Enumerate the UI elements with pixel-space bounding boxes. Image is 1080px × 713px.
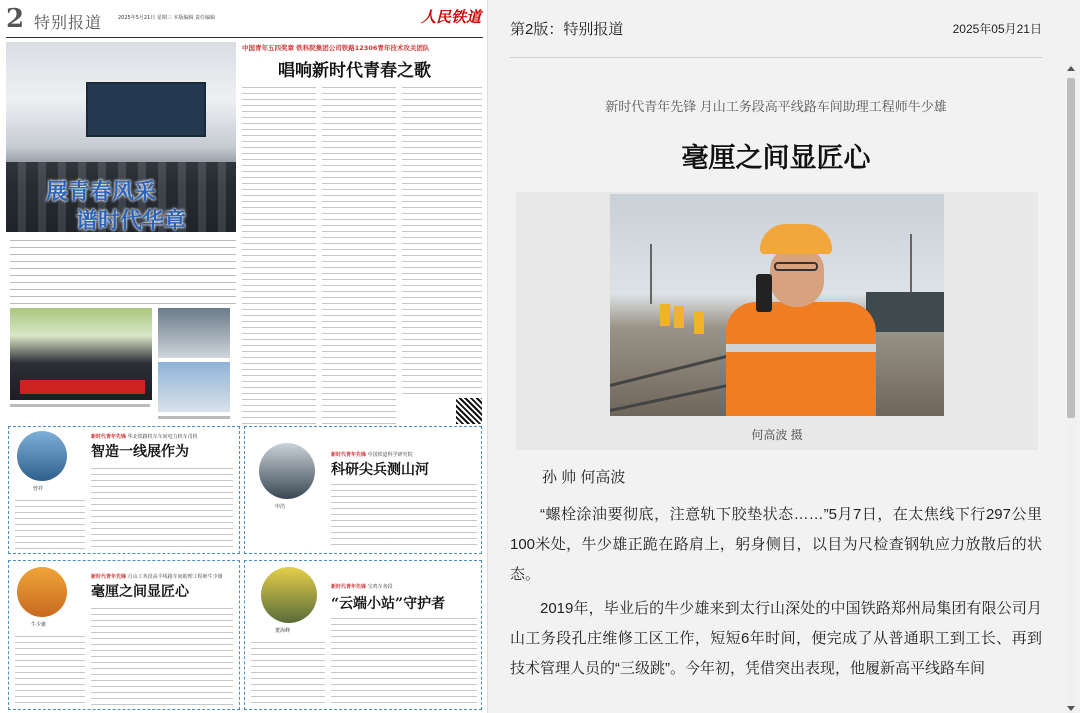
- newspaper-masthead: [6, 4, 483, 38]
- kicker-rest: 宝鸡车务段: [367, 584, 393, 590]
- article-viewer: [488, 0, 1080, 713]
- text-column: [402, 84, 482, 394]
- scroll-down-icon[interactable]: [1067, 706, 1075, 711]
- kicker-label: 新时代青年先锋: [91, 574, 127, 580]
- vertical-scrollbar[interactable]: [1066, 64, 1076, 713]
- main-feature-photo[interactable]: [6, 42, 236, 232]
- avatar: [17, 431, 67, 481]
- story-kicker: [331, 583, 393, 590]
- article-paragraph: “螺栓涂油要彻底，注意轨下胶垫状态……”5月7日，在太焦线下行297公里100米处，牛少雄正跪在路肩上，躬身侧目，以目为尺检查钢轨应力放散后的状态。: [510, 506, 1042, 583]
- newspaper-logo: 人民铁道: [420, 8, 481, 26]
- publish-date: 2025年05月21日: [952, 22, 1042, 36]
- intro-text-block: [10, 236, 236, 304]
- text-column: [91, 465, 233, 549]
- freight-train: [866, 292, 944, 332]
- worker-figure: [694, 312, 704, 334]
- person-name: 申浩: [275, 504, 286, 510]
- story-kicker: [91, 573, 223, 580]
- walkie-talkie: [756, 274, 772, 312]
- article-body: [510, 500, 1042, 688]
- article-paragraph: 2019年，毕业后的牛少雄来到太行山深处的中国铁路郑州局集团有限公司月山工务段孔庄维修工区工作，短短6年时间，便完成了从普通职工到工长、再到技术管理人员的“三级跳”。今年初，凭借突出表现，他履新高平线路车间: [510, 600, 1042, 677]
- text-column: [331, 615, 477, 705]
- photo-caption: [10, 404, 150, 407]
- avatar: [261, 567, 317, 623]
- photo-caption: [158, 416, 230, 419]
- text-column: [15, 497, 85, 549]
- reflective-stripe: [726, 344, 876, 352]
- photo-caption: 何高波 摄: [751, 428, 803, 442]
- red-banner: [20, 380, 145, 394]
- article-headline[interactable]: 唱响新时代青春之歌: [278, 61, 431, 81]
- scrollbar-thumb[interactable]: [1067, 78, 1075, 418]
- text-column: [242, 84, 316, 424]
- article-photo[interactable]: [610, 194, 944, 416]
- scroll-up-icon[interactable]: [1067, 66, 1075, 71]
- story-kicker: [331, 451, 413, 458]
- catenary-pole: [650, 244, 652, 304]
- text-column: [322, 84, 396, 424]
- story-title: 毫厘之间显匠心: [91, 584, 189, 600]
- story-title: 智造一线展作为: [91, 444, 189, 460]
- text-column: [331, 481, 477, 549]
- group-photo[interactable]: [10, 308, 152, 400]
- photo-headline-1: 展青春风采: [46, 179, 157, 205]
- story-box[interactable]: [244, 426, 482, 554]
- story-title: 科研尖兵测山河: [331, 462, 429, 478]
- qr-code: [456, 398, 482, 424]
- newspaper-page[interactable]: [0, 0, 488, 713]
- article-figure: [516, 192, 1038, 450]
- text-column: [15, 633, 85, 705]
- kicker-label: 新时代青年先锋: [91, 434, 127, 440]
- small-photo-2[interactable]: [158, 362, 230, 412]
- page-meta: 2025年5月21日 星期三 本版编辑 责任编辑: [118, 15, 216, 21]
- page-number: 2: [6, 4, 25, 34]
- small-photo-1[interactable]: [158, 308, 230, 358]
- control-screen: [86, 82, 206, 137]
- glasses: [774, 262, 818, 271]
- page-section: 特别报道: [34, 13, 103, 32]
- worker-figure: [674, 306, 684, 328]
- viewer-header: [510, 18, 1042, 58]
- worker-face: [770, 249, 824, 307]
- photo-headline-2: 谱时代华章: [76, 208, 187, 232]
- kicker-rest: 华北铁路机车车间电力机车司机: [127, 434, 198, 440]
- story-box[interactable]: [244, 560, 482, 710]
- page-section-title: 第2版：特别报道: [510, 21, 624, 38]
- article-kicker: 新时代青年先锋 月山工务段高平线路车间助理工程师牛少雄: [605, 99, 947, 114]
- avatar: [17, 567, 67, 617]
- hard-hat: [760, 224, 832, 254]
- article-kicker: 中国青年五四奖章 铁科院集团公司铁路12306青年技术攻关团队: [242, 44, 430, 52]
- avatar: [259, 443, 315, 499]
- text-column: [91, 605, 233, 705]
- article-scroll-area[interactable]: [510, 64, 1064, 713]
- story-title: “云端小站”守护者: [331, 596, 446, 612]
- kicker-label: 新时代青年先锋: [331, 584, 367, 590]
- story-kicker: [91, 433, 198, 440]
- kicker-rest: 月山工务段高平线路车间助理工程师牛少雄: [127, 574, 223, 580]
- worker-figure: [660, 304, 670, 326]
- orange-vest: [726, 302, 876, 416]
- kicker-rest: 中国铁道科学研究院: [367, 452, 413, 458]
- article-title: 毫厘之间显匠心: [681, 143, 871, 174]
- kicker-label: 新时代青年先锋: [331, 452, 367, 458]
- text-column: [251, 639, 325, 705]
- story-box[interactable]: [8, 560, 240, 710]
- article-authors: 孙 帅 何高波: [542, 469, 626, 486]
- person-name: 牛少雄: [31, 622, 47, 628]
- person-name: 曾祥: [33, 486, 44, 492]
- story-box[interactable]: [8, 426, 240, 554]
- person-name: 董海峰: [275, 628, 291, 634]
